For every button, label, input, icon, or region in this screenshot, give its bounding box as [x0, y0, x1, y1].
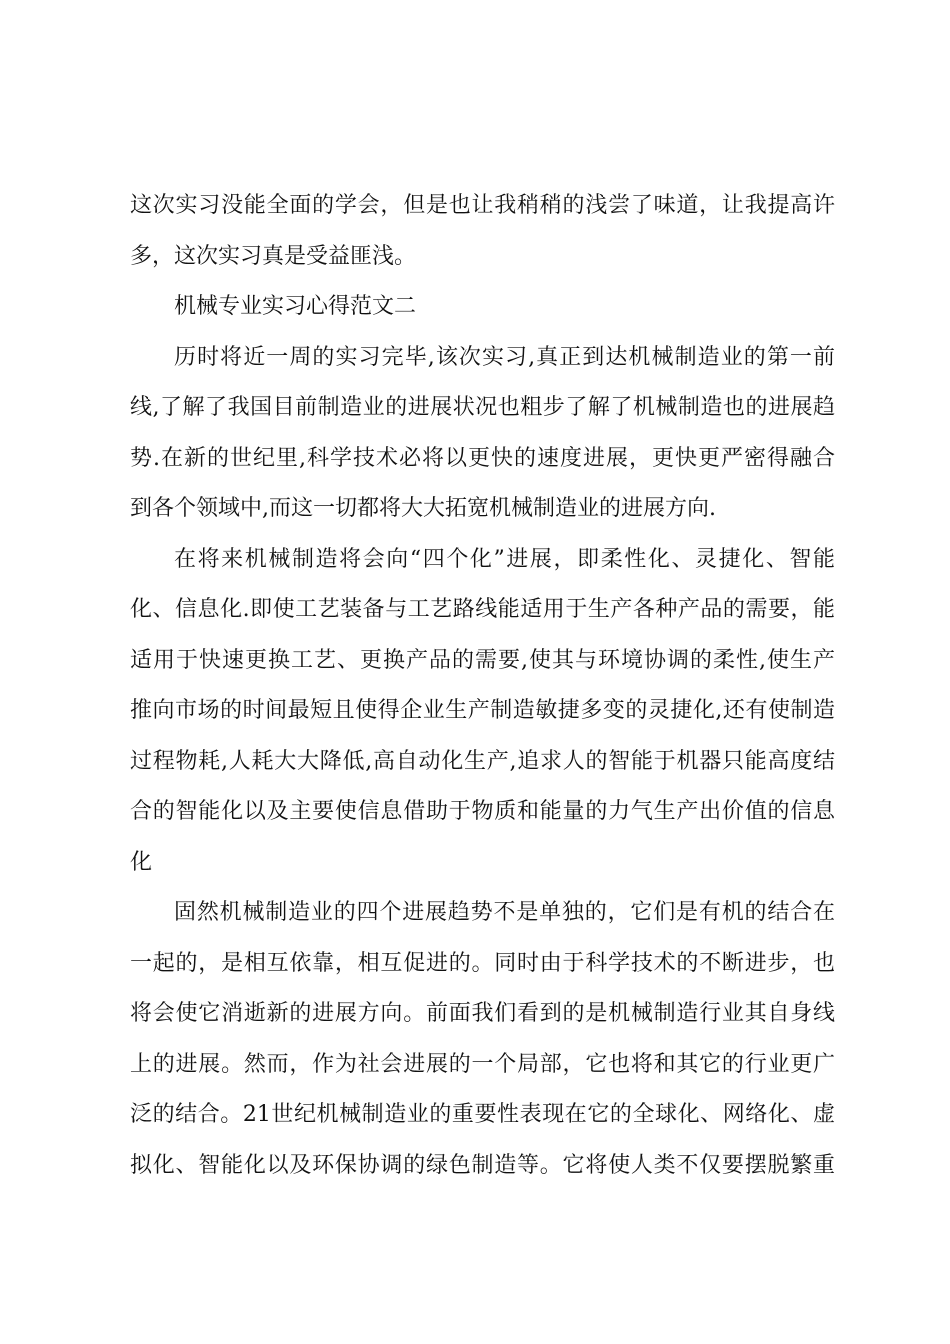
text-line: 泛的结合。21世纪机械制造业的重要性表现在它的全球化、网络化、虚 [130, 1102, 835, 1127]
text-line: 在将来机械制造将会向“四个化”进展，即柔性化、灵捷化、智能 [174, 546, 835, 572]
text-line: 适用于快速更换工艺、更换产品的需要,使其与环境协调的柔性,使生产 [130, 647, 835, 673]
text-line: 历时将近一周的实习完毕,该次实习,真正到达机械制造业的第一前 [174, 344, 835, 370]
text-line: 固然机械制造业的四个进展趋势不是单独的，它们是有机的结合在 [174, 900, 835, 925]
text-line: 一起的，是相互依靠，相互促进的。同时由于科学技术的不断进步，也 [130, 950, 835, 976]
text-line: 到各个领域中,而这一切都将大大拓宽机械制造业的进展方向. [130, 496, 716, 521]
paragraph-4 [130, 888, 835, 1191]
paragraph-1 [130, 181, 835, 282]
text-line: 上的进展。然而，作为社会进展的一个局部，它也将和其它的行业更广 [130, 1051, 835, 1077]
text-line: 线,了解了我国目前制造业的进展状况也粗步了解了机械制造也的进展趋 [130, 395, 835, 420]
text-line: 势.在新的世纪里,科学技术必将以更快的速度进展，更快更严密得融合 [130, 445, 835, 471]
text-line: 拟化、智能化以及环保协调的绿色制造等。它将使人类不仅要摆脱繁重 [130, 1152, 835, 1178]
text-line: 化、信息化.即使工艺装备与工艺路线能适用于生产各种产品的需要，能 [130, 597, 835, 622]
paragraph-3 [130, 535, 835, 889]
text-line: 化 [130, 849, 153, 875]
text-line: 这次实习没能全面的学会，但是也让我稍稍的浅尝了味道，让我提高许 [130, 193, 835, 218]
text-line: 推向市场的时间最短且使得企业生产制造敏捷多变的灵捷化,还有使制造 [130, 698, 835, 723]
section-heading: 机械专业实习心得范文二 [174, 294, 417, 319]
document-body [130, 181, 835, 1191]
text-line: 将会使它消逝新的进展方向。前面我们看到的是机械制造行业其自身线 [130, 1001, 835, 1026]
text-line: 合的智能化以及主要使信息借助于物质和能量的力气生产出价值的信息 [130, 799, 835, 824]
text-line: 过程物耗,人耗大大降低,高自动化生产,追求人的智能于机器只能高度结 [130, 748, 835, 774]
text-line: 多，这次实习真是受益匪浅。 [130, 243, 417, 269]
paragraph-2 [130, 333, 835, 535]
